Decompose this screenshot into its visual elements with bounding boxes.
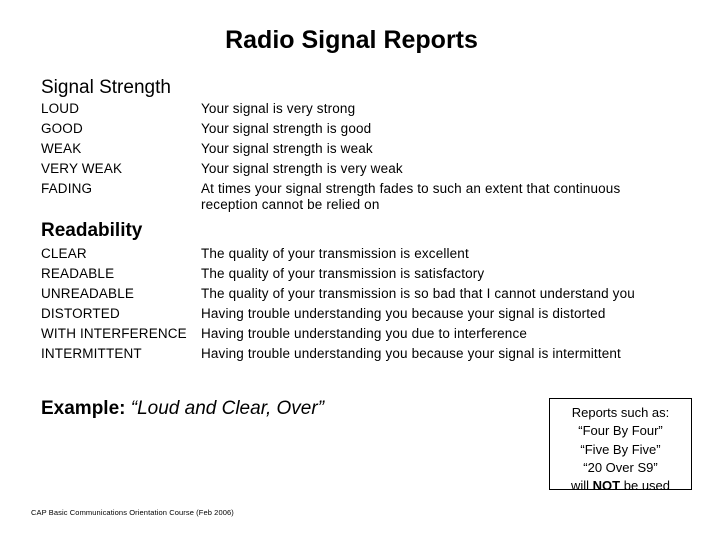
readability-row (41, 306, 661, 322)
note-line: “20 Over S9” (583, 459, 658, 475)
readability-row (41, 246, 661, 262)
note-text: be used (623, 478, 671, 494)
readability-row (41, 266, 661, 282)
footer-caption: CAP Basic Communications Orientation Course (Feb 2006) (31, 508, 234, 517)
signal-strength-row (41, 121, 661, 137)
signal-strength-term: FADING (41, 181, 93, 196)
signal-strength-heading: Signal Strength (41, 77, 171, 98)
readability-term: WITH INTERFERENCE (41, 326, 187, 341)
note-line: “Four By Four” (578, 423, 663, 439)
readability-meaning: Having trouble understanding you because your signal is distorted (201, 306, 606, 321)
example-quote: “Loud and Clear, Over” (130, 398, 325, 419)
signal-strength-meaning: At times your signal strength fades to such an extent that continuous reception cannot be relied on (201, 181, 621, 212)
signal-strength-row (41, 161, 661, 177)
note-text: will (570, 478, 590, 494)
readability-meaning: The quality of your transmission is so bad that I cannot understand you (201, 286, 635, 301)
signal-strength-meaning: Your signal strength is weak (201, 141, 373, 156)
readability-row (41, 286, 661, 302)
signal-strength-list (41, 101, 661, 217)
readability-meaning: Having trouble understanding you because your signal is intermittent (201, 346, 621, 361)
readability-term: UNREADABLE (41, 286, 135, 301)
readability-meaning: The quality of your transmission is excellent (201, 246, 469, 261)
readability-term: DISTORTED (41, 306, 120, 321)
signal-strength-term: WEAK (41, 141, 82, 156)
signal-strength-term: GOOD (41, 121, 83, 136)
signal-strength-meaning: Your signal strength is very weak (201, 161, 403, 176)
example-label: Example: (41, 398, 126, 419)
readability-term: CLEAR (41, 246, 87, 261)
readability-heading: Readability (41, 220, 143, 241)
readability-row (41, 326, 661, 342)
note-box (549, 398, 692, 494)
readability-term: READABLE (41, 266, 115, 281)
signal-strength-meaning: Your signal strength is good (201, 121, 372, 136)
readability-meaning: Having trouble understanding you due to interference (201, 326, 528, 341)
readability-meaning: The quality of your transmission is satisfactory (201, 266, 485, 281)
signal-strength-meaning: Your signal is very strong (201, 101, 356, 116)
note-emphasis: NOT (592, 478, 621, 494)
signal-strength-row (41, 141, 661, 157)
note-line (550, 477, 691, 495)
signal-strength-term: LOUD (41, 101, 80, 116)
example-line (41, 397, 324, 421)
page-title: Radio Signal Reports (225, 26, 478, 54)
readability-list (41, 246, 661, 366)
signal-strength-term: VERY WEAK (41, 161, 123, 176)
note-line: Reports such as: (571, 405, 670, 420)
readability-term: INTERMITTENT (41, 346, 142, 361)
readability-row (41, 346, 661, 362)
signal-strength-row (41, 101, 661, 117)
note-line: “Five By Five” (580, 441, 661, 457)
signal-strength-row (41, 181, 661, 213)
